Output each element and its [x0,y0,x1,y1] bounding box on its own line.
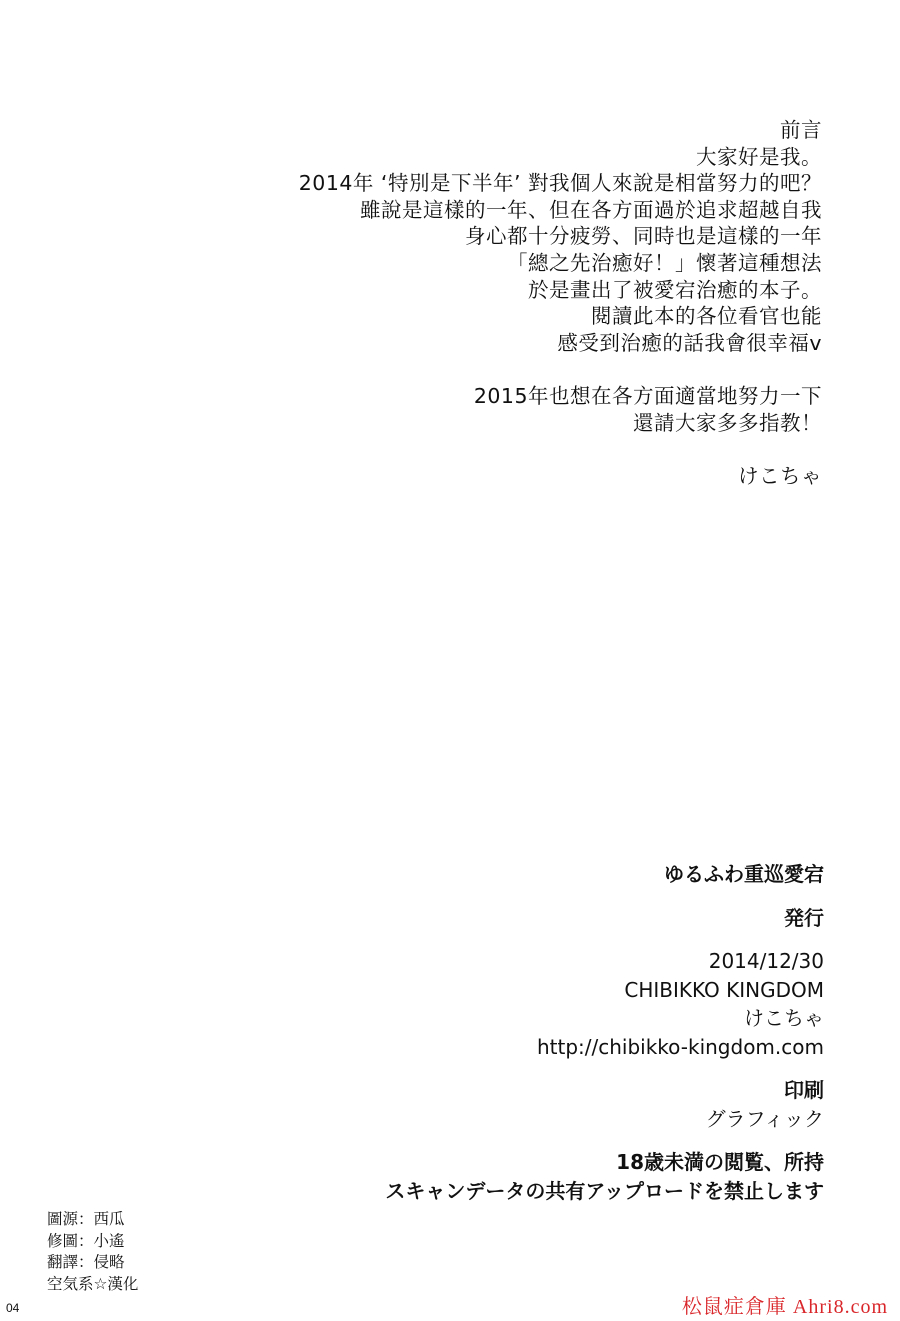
foreword-line: 大家好是我。 [696,144,822,169]
credit-group: 空気系☆漢化 [47,1274,139,1293]
foreword-line: 「總之先治癒好！」懷著這種想法 [507,250,822,275]
colophon-gap [224,1133,824,1148]
foreword-line: 身心都十分疲勞、同時也是這樣的一年 [465,224,822,249]
foreword-line: 感受到治癒的話我會很幸福v [557,330,822,355]
print-label: 印刷 [784,1078,824,1102]
colophon [224,860,824,1205]
circle-name: CHIBIKKO KINGDOM [624,977,824,1002]
age-notice: 18歳未満の閲覧、所持 [616,1150,824,1174]
book-title: ゆるふわ重巡愛宕 [664,862,824,886]
author-name: けこちゃ [744,1006,824,1030]
upload-notice: スキャンデータの共有アップロードを禁止します [385,1178,824,1203]
foreword-line: 還請大家多多指教！ [633,410,822,435]
page-number: 04 [6,1301,20,1315]
printer-name: グラフィック [705,1106,824,1131]
publish-label: 発行 [784,905,824,930]
foreword-line: 2015年也想在各方面適當地努力一下 [473,383,822,408]
foreword [122,117,822,489]
credit-source: 圖源：西瓜 [47,1210,125,1228]
colophon-gap [224,932,824,947]
foreword-line: 2014年 ‘特別是下半年’ 對我個人來說是相當努力的吧？ [298,171,822,196]
foreword-line: 閱讀此本的各位看官也能 [591,304,822,329]
foreword-title: 前言 [780,118,822,142]
credit-translation: 翻譯：侵略 [47,1253,125,1271]
colophon-gap [224,1061,824,1076]
foreword-line: 雖說是這樣的一年、但在各方面過於追求超越自我 [360,197,822,222]
publish-date: 2014/12/30 [708,949,824,973]
credit-editing: 修圖：小遙 [47,1231,125,1250]
scanlation-credits [47,1209,138,1295]
foreword-gap [122,436,822,463]
colophon-gap [224,889,824,904]
foreword-signature: けこちゃ [738,463,822,488]
site-watermark: 松鼠症倉庫 Ahri8.com [681,1296,888,1318]
foreword-line: 於是畫出了被愛宕治癒的本子。 [528,277,822,302]
foreword-gap [122,356,822,383]
website-url: http://chibikko-kingdom.com [536,1034,824,1059]
